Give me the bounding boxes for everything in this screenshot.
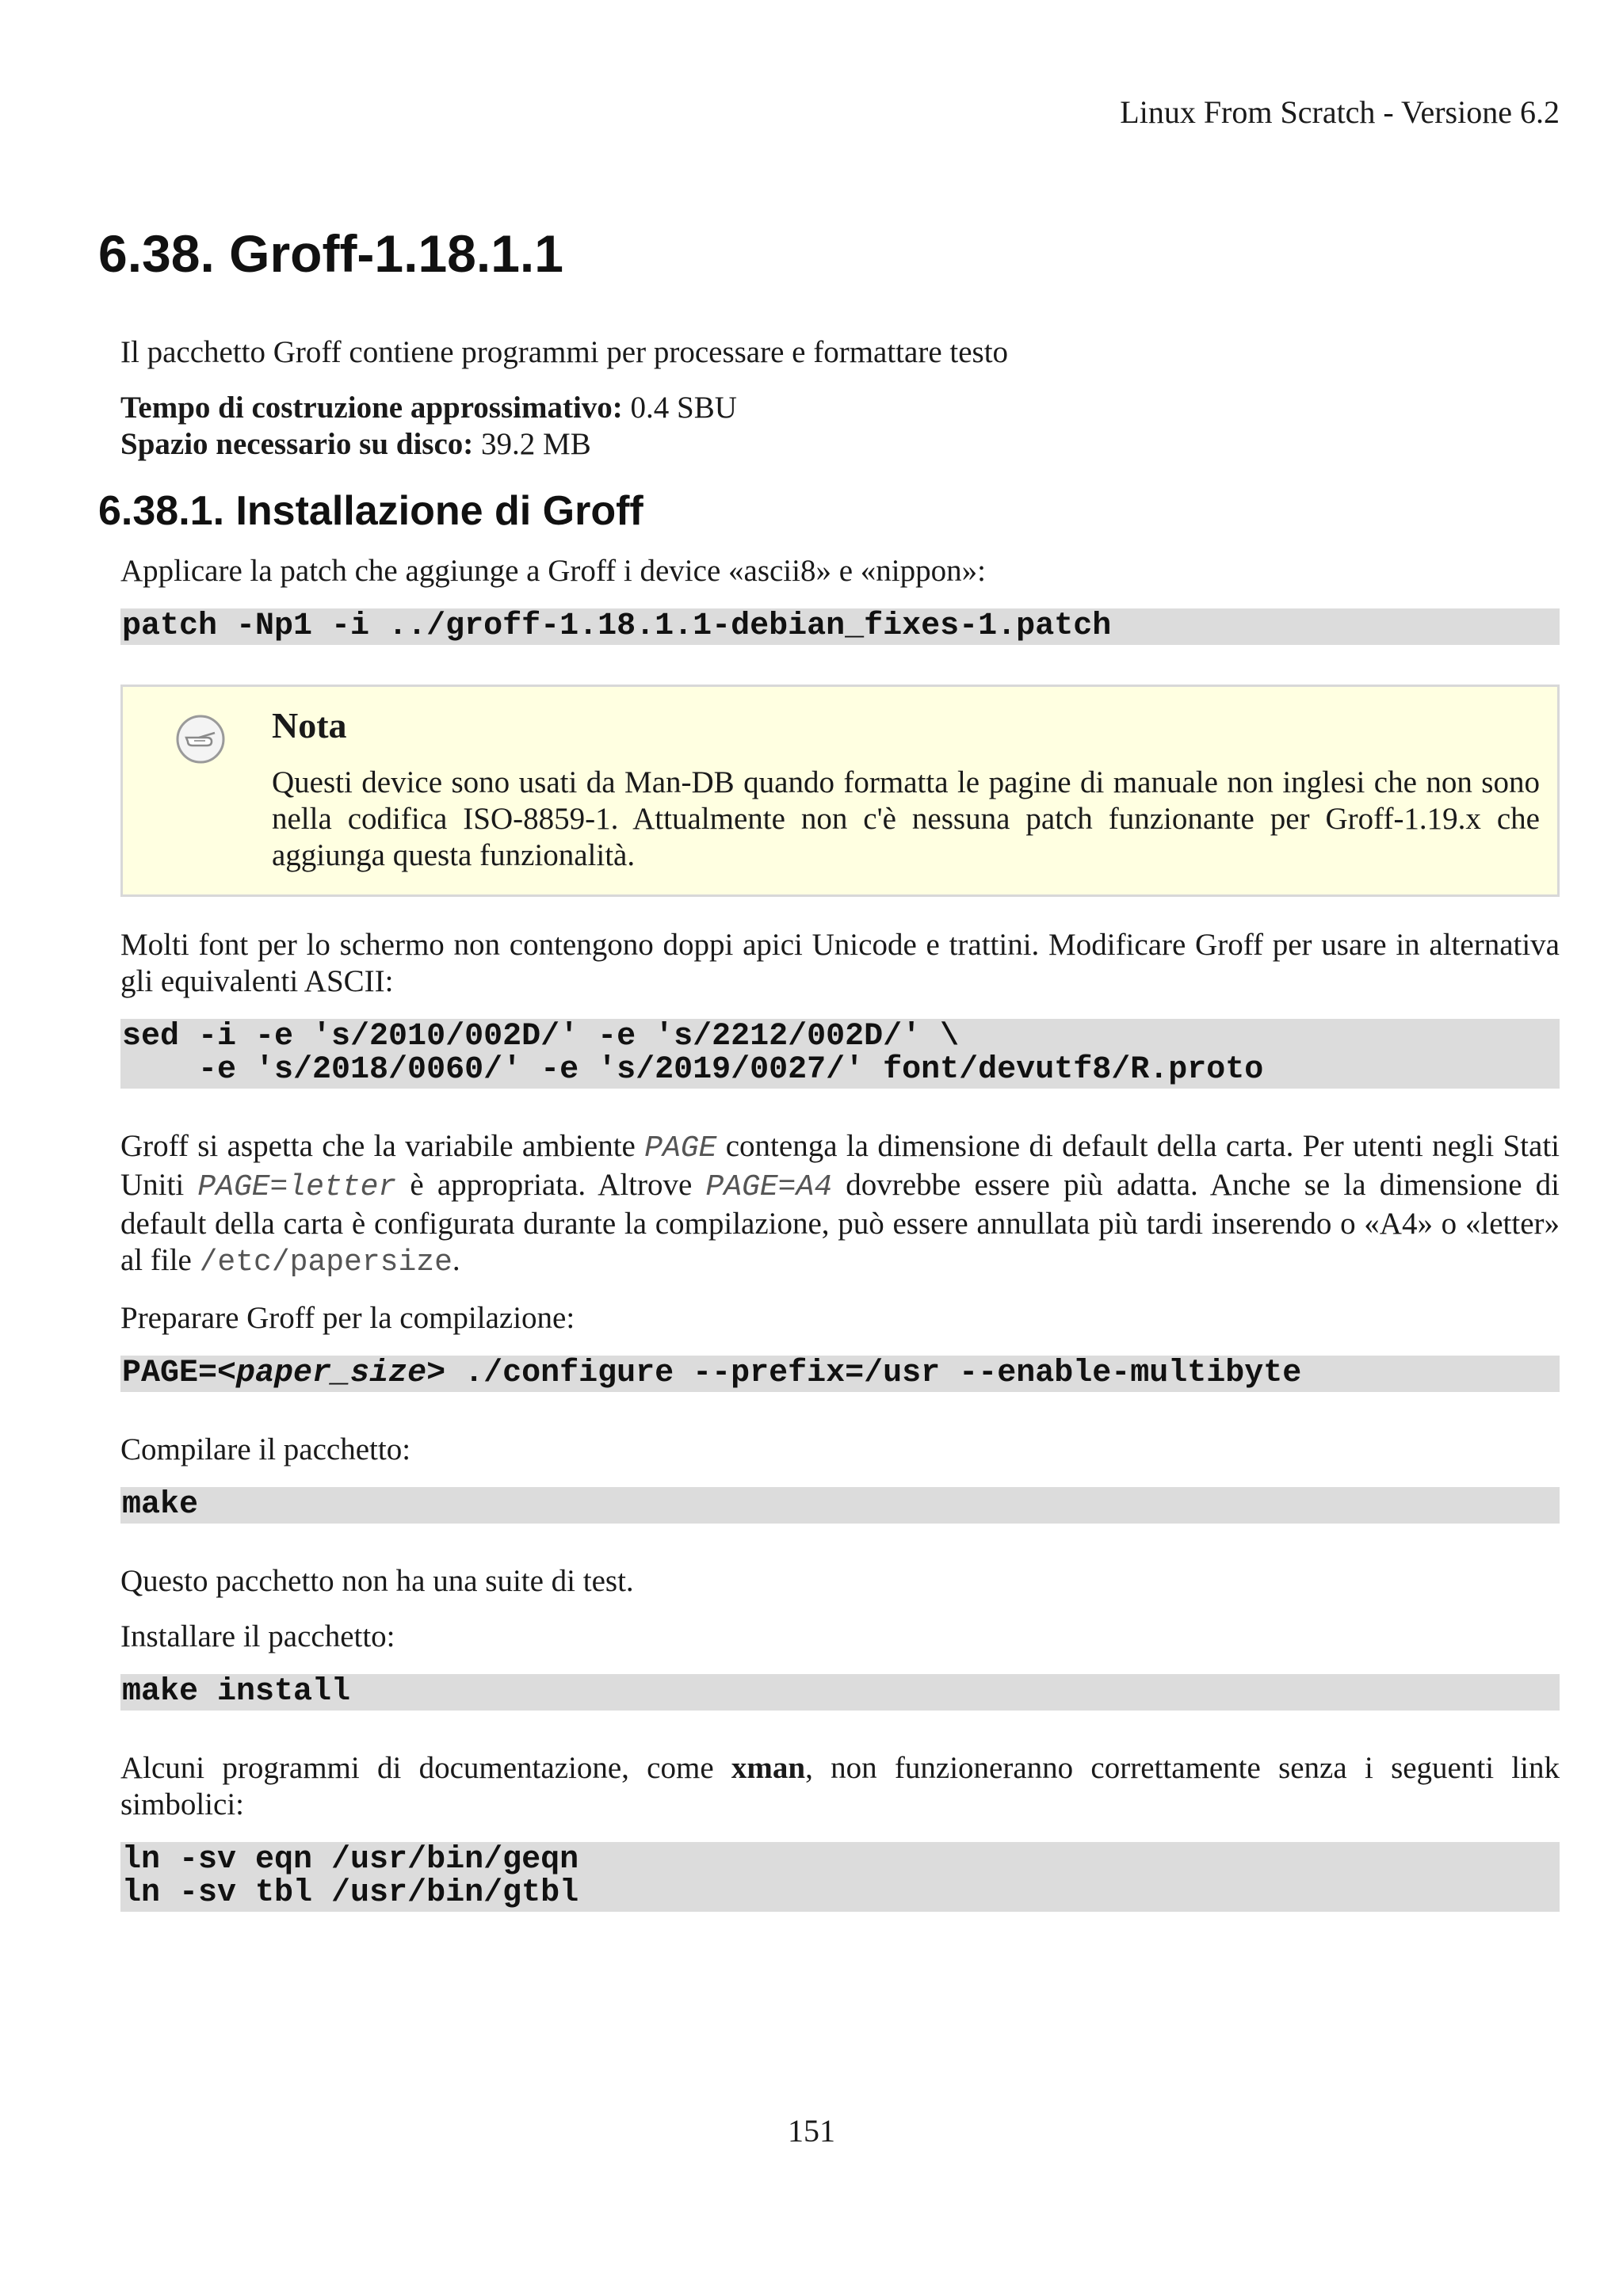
text-run: dovrebbe essere più adatta. Anche se la dimensione di default della carta è configurata durante la compilazione, può essere annullata più tardi inserendo o «A4» o «letter» al file xyxy=(120,1168,1560,1277)
build-time-value: 0.4 SBU xyxy=(630,391,737,425)
disk-space xyxy=(120,426,1560,463)
code-line: make install xyxy=(122,1674,351,1710)
code-line: ln -sv eqn /usr/bin/geqn xyxy=(122,1842,579,1878)
code-line: patch -Np1 -i ../groff-1.18.1.1-debian_fixes-1.patch xyxy=(122,608,1112,644)
note-box xyxy=(120,685,1560,897)
code-block-ln xyxy=(120,1842,1560,1912)
code-block-make-install xyxy=(120,1674,1560,1711)
code-prefix: PAGE= xyxy=(122,1356,218,1391)
paragraph-install: Installare il pacchetto: xyxy=(120,1619,395,1653)
text-run: è appropriata. Altrove xyxy=(396,1168,706,1202)
code-block-configure xyxy=(120,1356,1560,1392)
env-var-page: PAGE xyxy=(644,1131,717,1165)
code-line: -e 's/2018/0060/' -e 's/2019/0027/' font/devutf8/R.proto xyxy=(122,1052,1264,1088)
code-line: sed -i -e 's/2010/002D/' -e 's/2212/002D/' \ xyxy=(122,1019,960,1055)
subsection-body xyxy=(120,553,1560,1912)
note-text: Questi device sono usati da Man-DB quando formatta le pagine di manuale non inglesi che non sono nella codifica ISO-8859-1. Attualmente non c'è nessuna patch funzionante per Groff-1.19.x che aggiunga questa funzionalità. xyxy=(272,765,1540,872)
subsection-title: 6.38.1. Installazione di Groff xyxy=(98,488,643,534)
text-run: contenga la dimensione di default della carta. Per utenti negli Stati Uniti xyxy=(120,1129,1560,1202)
code-rest: ./configure --prefix=/usr --enable-multibyte xyxy=(445,1356,1302,1391)
build-time xyxy=(120,390,1560,426)
code-placeholder: <paper_size> xyxy=(217,1356,446,1391)
running-header: Linux From Scratch - Versione 6.2 xyxy=(1120,94,1560,130)
file-path: /etc/papersize xyxy=(199,1245,453,1280)
code-block-make xyxy=(120,1487,1560,1524)
paragraph-page-variable xyxy=(120,1128,1560,1281)
section-title: 6.38. Groff-1.18.1.1 xyxy=(98,224,563,283)
code-line: ln -sv tbl /usr/bin/gtbl xyxy=(122,1875,579,1911)
paragraph-prepare: Preparare Groff per la compilazione: xyxy=(120,1301,575,1335)
code-block-patch xyxy=(120,608,1560,645)
disk-space-value: 39.2 MB xyxy=(481,427,591,461)
program-name: xman xyxy=(731,1751,806,1785)
section-intro-block xyxy=(120,334,1560,463)
paragraph-fonts: Molti font per lo schermo non contengono doppi apici Unicode e trattini. Modificare Groff per usare in alternativa gli equivalenti ASCII: xyxy=(120,928,1560,998)
note-title: Nota xyxy=(272,705,347,746)
content xyxy=(98,214,1560,1951)
build-time-label: Tempo di costruzione approssimativo: xyxy=(120,391,623,425)
page-number: 151 xyxy=(788,2113,835,2149)
env-var-a4: PAGE=A4 xyxy=(705,1170,833,1204)
paragraph-patch: Applicare la patch che aggiunge a Groff i device «ascii8» e «nippon»: xyxy=(120,554,986,588)
code-block-sed xyxy=(120,1019,1560,1089)
paragraph-no-tests: Questo pacchetto non ha una suite di test. xyxy=(120,1564,634,1598)
paragraph-links xyxy=(120,1750,1560,1823)
text-run: Groff si aspetta che la variabile ambiente xyxy=(120,1129,645,1163)
text-run: . xyxy=(452,1243,460,1277)
section-intro: Il pacchetto Groff contiene programmi per processare e formattare testo xyxy=(120,335,1009,369)
paragraph-compile: Compilare il pacchetto: xyxy=(120,1432,411,1466)
code-line: make xyxy=(122,1487,199,1523)
disk-space-label: Spazio necessario su disco: xyxy=(120,427,474,461)
text-run: Alcuni programmi di documentazione, come xyxy=(120,1751,731,1785)
env-var-letter: PAGE=letter xyxy=(197,1170,397,1204)
text-run: , non funzioneranno correttamente senza i seguenti link simbolici: xyxy=(120,1751,1560,1821)
build-info xyxy=(120,390,1560,463)
note-hand-icon xyxy=(175,714,226,765)
